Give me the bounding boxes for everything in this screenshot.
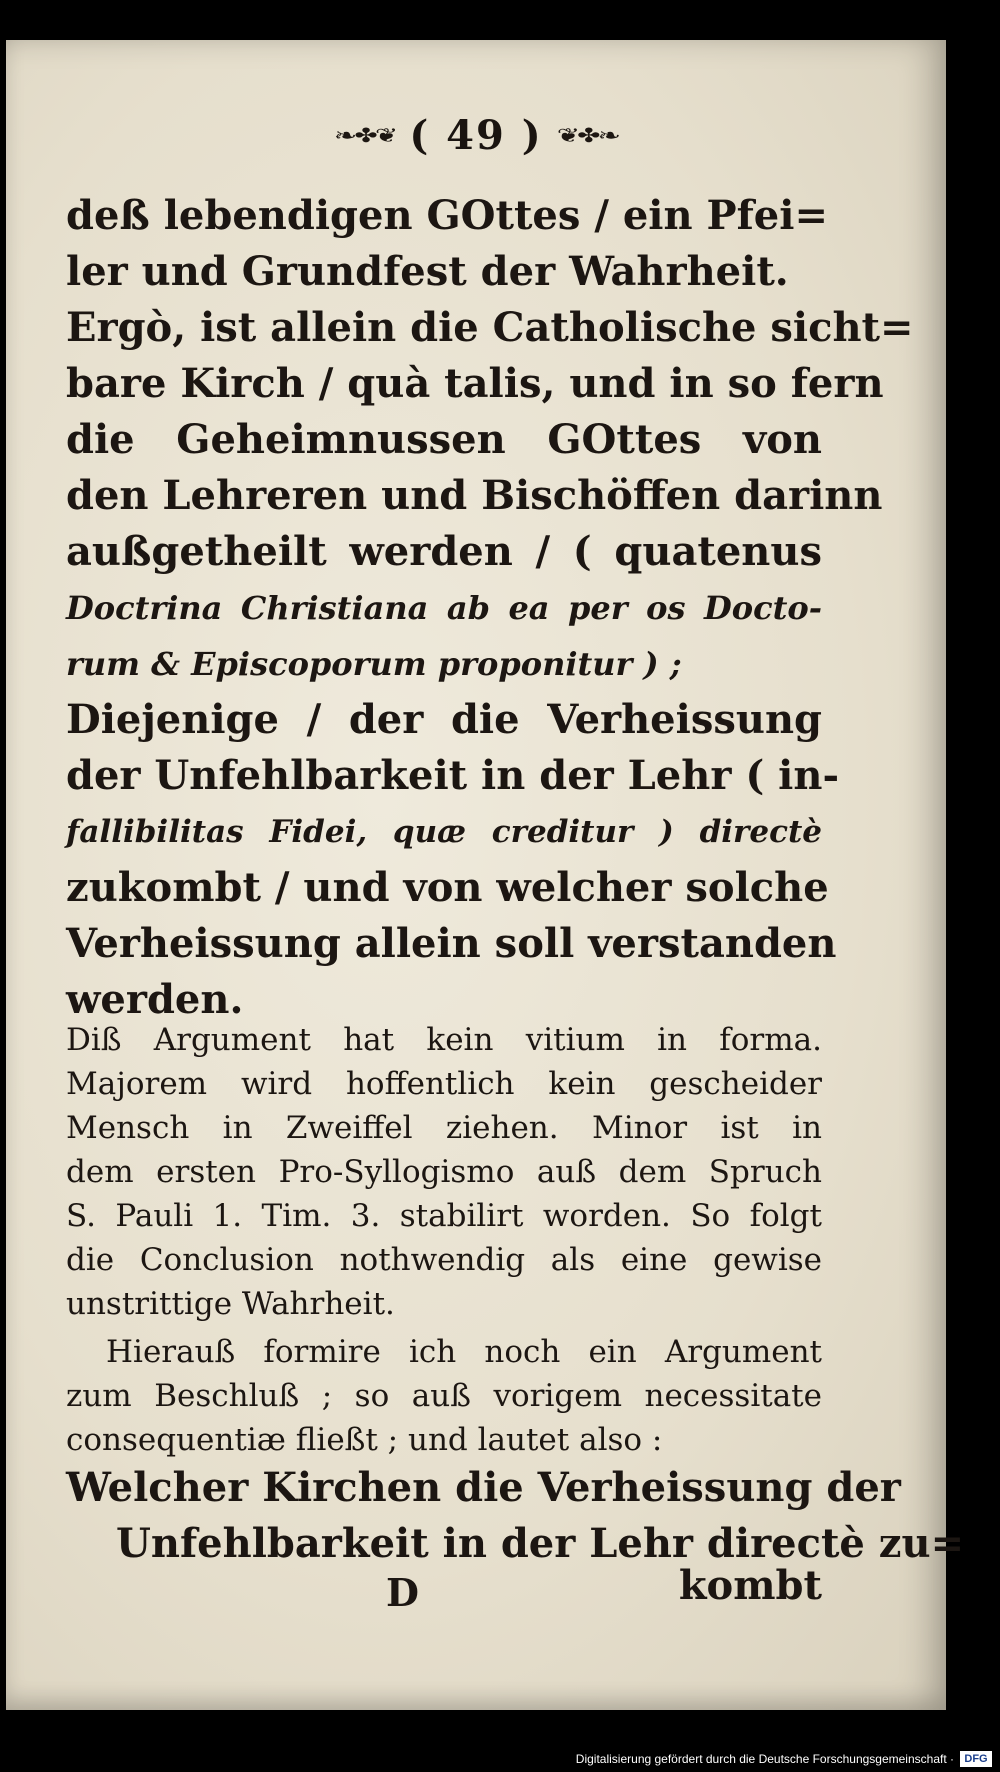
text-line: fallibilitas Fidei, quæ creditur ) directè [66, 814, 822, 850]
text-line: Ergò, ist allein die Catholische sicht= [66, 304, 914, 351]
ornament-right-icon: ❦✤❧ [556, 123, 619, 148]
text-line: dem ersten Pro-Syllogismo auß dem Spruch [66, 1154, 822, 1190]
text-line: bare Kirch / quà talis, und in so fern [66, 360, 884, 407]
ornament-left-icon: ❧✤❦ [333, 123, 396, 148]
page-number: ( 49 ) [409, 112, 543, 159]
text-line: Mensch in Zweiffel ziehen. Minor ist in [66, 1110, 822, 1146]
page-header [6, 112, 946, 159]
text-line: consequentiæ fließt ; und lautet also : [66, 1422, 663, 1458]
text-line: Diejenige / der die Verheissung [66, 696, 822, 743]
text-line: ler und Grundfest der Wahrheit. [66, 248, 789, 295]
paragraph-3 [66, 1330, 822, 1462]
text-line: Hierauß formire ich noch ein Argument [106, 1334, 822, 1370]
text-line: zum Beschluß ; so auß vorigem necessitate [66, 1378, 822, 1414]
funding-credit: Digitalisierung gefördert durch die Deutsche Forschungsgemeinschaft · [575, 1752, 954, 1766]
text-line: außgetheilt werden / ( quatenus [66, 528, 822, 575]
text-line: werden. [66, 976, 244, 1023]
text-line: Welcher Kirchen die Verheissung der [66, 1464, 901, 1511]
text-line: die Conclusion nothwendig als eine gewise [66, 1242, 822, 1278]
text-line: S. Pauli 1. Tim. 3. stabilirt worden. So folgt [66, 1198, 822, 1234]
text-line: Doctrina Christiana ab ea per os Docto- [66, 589, 822, 627]
footer-bar [0, 1742, 1000, 1772]
text-line: die Geheimnussen GOttes von [66, 416, 822, 463]
text-line: Diß Argument hat kein vitium in forma. [66, 1022, 822, 1058]
dfg-logo-icon: DFG [960, 1751, 992, 1767]
text-line: der Unfehlbarkeit in der Lehr ( in- [66, 752, 840, 799]
text-line: Unfehlbarkeit in der Lehr directè zu= [116, 1520, 965, 1567]
paragraph-2 [66, 1018, 822, 1326]
text-line: Verheissung allein soll verstanden [66, 920, 837, 967]
text-line: rum & Episcoporum proponitur ) ; [66, 645, 682, 683]
signature-mark: D [386, 1570, 419, 1615]
text-line: deß lebendigen GOttes / ein Pfei= [66, 192, 828, 239]
text-line: Majorem wird hoffentlich kein gescheider [66, 1066, 822, 1102]
catchword: kombt [678, 1562, 822, 1609]
paragraph-4 [66, 1460, 965, 1572]
book-page [6, 40, 965, 1710]
paragraph-1 [66, 188, 914, 1028]
text-line: zukombt / und von welcher solche [66, 864, 829, 911]
text-line: den Lehreren und Bischöffen darinn [66, 472, 883, 519]
page-bottom-row [66, 1562, 822, 1626]
text-line: unstrittige Wahrheit. [66, 1286, 395, 1322]
